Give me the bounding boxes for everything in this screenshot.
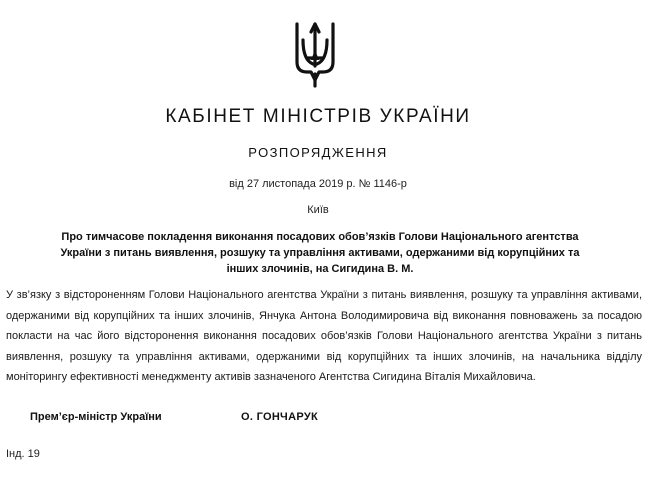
document-body: У зв’язку з відстороненням Голови Національного агентства України з питань виявлення, розшуку та управління активами, одержаними від корупційних та інших злочинів, Янчука Антона Володимировича від виконання повноважень за посадою покласти на час його відсторонення виконання посадових обов’язків Голови Національного агентства України з питань виявлення, розшуку та управління активами, одержаними від корупційних та інших злочинів, на начальника відділу моніторингу ефективності менеджменту активів зазначеного Агентства Сигидина Віталія Михайловича. xyxy=(6,289,642,383)
issuer-title: КАБІНЕТ МІНІСТРІВ УКРАЇНИ xyxy=(165,106,471,127)
document-city: Київ xyxy=(307,204,329,216)
document-index: Інд. 19 xyxy=(6,448,40,460)
document-date-number: від 27 листопада 2019 р. № 1146-р xyxy=(229,178,407,190)
signatory-name: О. ГОНЧАРУК xyxy=(241,411,318,423)
document-type: РОЗПОРЯДЖЕННЯ xyxy=(248,145,388,160)
ukraine-trident-icon xyxy=(293,20,337,90)
document-subject: Про тимчасове покладення виконання посадових обов’язків Голови Національного агентства України з питань виявлення, розшуку та управління активами, одержаними від корупційних та інших злочинів, на Сигидина В. М. xyxy=(60,231,580,275)
signatory-position: Прем’єр-міністр України xyxy=(30,411,162,423)
emblem xyxy=(293,20,337,90)
